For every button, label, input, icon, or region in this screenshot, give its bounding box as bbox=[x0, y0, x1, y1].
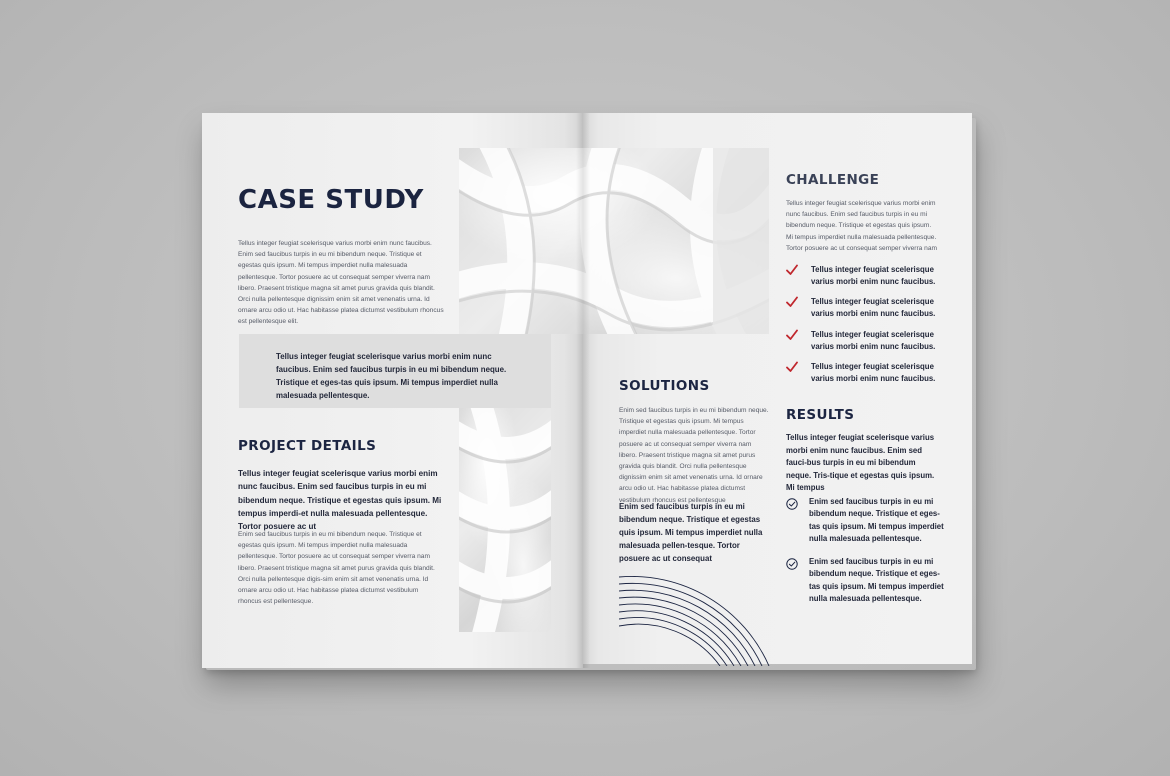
page-title: CASE STUDY bbox=[238, 185, 424, 215]
results-item-text: Enim sed faucibus turpis in eu mi bibendum neque. Tristique et eges-tas quis ipsum. Mi tempus imperdiet nulla malesuada pellentesque. bbox=[809, 557, 944, 604]
checklist-text: Tellus integer feugiat scelerisque varius morbi enim nunc faucibus. bbox=[811, 362, 936, 384]
results-lead: Tellus integer feugiat scelerisque varius morbi enim nunc faucibus. Enim sed fauci-bus turpis in eu mi bibendum neque. Tris-tique et egestas quis ipsum. Mi tempus bbox=[786, 433, 935, 493]
project-details-body: Enim sed faucibus turpis in eu mi bibendum neque. Tristique et egestas quis ipsum. Mi tempus imperdiet nulla malesuada pellentesque. Tortor posuere ac ut consequat semper viverra nam libero. Praesent tristique magna sit amet purus gravida quis blandit. Orci nulla pellentesque digis-sim enim sit amet venenatis urna. Id ornare arcu odio ut. Hac habitasse platea dictumst vestibulum rhoncus est pellentesque. bbox=[238, 531, 435, 606]
checkmark-icon bbox=[786, 329, 798, 341]
project-details-lead: Tellus integer feugiat scelerisque varius morbi enim nunc faucibus. Enim sed faucibus turpis in eu mi bibendum neque. Tristique et egestas quis ipsum. Mi tempus imperdi-et nulla malesuada pellentesque. Tortor posuere ac ut bbox=[238, 469, 442, 532]
challenge-heading: CHALLENGE bbox=[786, 172, 880, 188]
checkmark-icon bbox=[786, 264, 798, 276]
solutions-lead: Enim sed faucibus turpis in eu mi bibendum neque. Tristique et egestas quis ipsum. Mi tempus imperdiet nulla malesuada pellen-tesque. Tortor posuere ac ut consequat bbox=[619, 502, 763, 563]
checkmark-icon bbox=[786, 361, 798, 373]
abstract-photo-top bbox=[459, 148, 769, 334]
checklist-item bbox=[786, 264, 946, 290]
results-item bbox=[786, 496, 946, 546]
intro-text: Tellus integer feugiat scelerisque varius morbi enim nunc faucibus. Enim sed faucibus turpis in eu mi bibendum neque. Tristique et egestas quis ipsum. Mi tempus imperdiet nulla malesuada pellentesque. Tortor posuere ac ut consequat semper viverra nam libero. Praesent tristique magna sit amet purus gravida quis blandit. Orci nulla pellentesque dignissim enim sit amet venenatis urna. Id ornare arcu odio ut. Hac habitasse platea dictumst vestibulum rhoncus est pellentesque elit. bbox=[238, 240, 444, 326]
check-circle-icon bbox=[786, 498, 798, 510]
check-circle-icon bbox=[786, 558, 798, 570]
results-item-text: Enim sed faucibus turpis in eu mi bibendum neque. Tristique et eges-tas quis ipsum. Mi tempus imperdiet nulla malesuada pellentesque. bbox=[809, 497, 944, 544]
solutions-heading: SOLUTIONS bbox=[619, 378, 710, 394]
project-details-heading: PROJECT DETAILS bbox=[238, 438, 377, 454]
checklist-item bbox=[786, 329, 946, 355]
band-text: Tellus integer feugiat scelerisque varius morbi enim nunc faucibus. Enim sed faucibus turpis in eu mi bibendum neque. Tristique et eges-tas quis ipsum. Mi tempus imperdiet nulla malesuada pellentesque. bbox=[276, 352, 507, 400]
checklist-text: Tellus integer feugiat scelerisque varius morbi enim nunc faucibus. bbox=[811, 330, 936, 352]
checklist-item bbox=[786, 361, 946, 387]
checklist-item bbox=[786, 296, 946, 322]
decorative-arcs bbox=[619, 566, 779, 666]
results-item bbox=[786, 556, 946, 606]
solutions-body: Enim sed faucibus turpis in eu mi bibendum neque. Tristique et egestas quis ipsum. Mi tempus imperdiet nulla malesuada pellentesque. Tortor posuere ac ut consequat semper viverra nam libero. Praesent tristique magna sit amet purus gravida quis blandit. Orci nulla pellentesque dignissim enim sit amet venenatis urna. Id ornare arcu odio ut. Hac habitasse platea dictumst vestibulum rhoncus est pellentesque bbox=[619, 407, 769, 504]
abstract-photo-bottom bbox=[459, 408, 551, 632]
checklist-text: Tellus integer feugiat scelerisque varius morbi enim nunc faucibus. bbox=[811, 265, 936, 287]
checklist-text: Tellus integer feugiat scelerisque varius morbi enim nunc faucibus. bbox=[811, 297, 936, 319]
checkmark-icon bbox=[786, 296, 798, 308]
results-heading: RESULTS bbox=[786, 407, 855, 423]
challenge-body: Tellus integer feugiat scelerisque varius morbi enim nunc faucibus. Enim sed faucibus turpis in eu mi bibendum neque. Tristique et egestas quis ipsum. Mi tempus imperdiet nulla malesuada pellentesque. Tortor posuere ac ut consequat semper viverra nam bbox=[786, 200, 937, 252]
